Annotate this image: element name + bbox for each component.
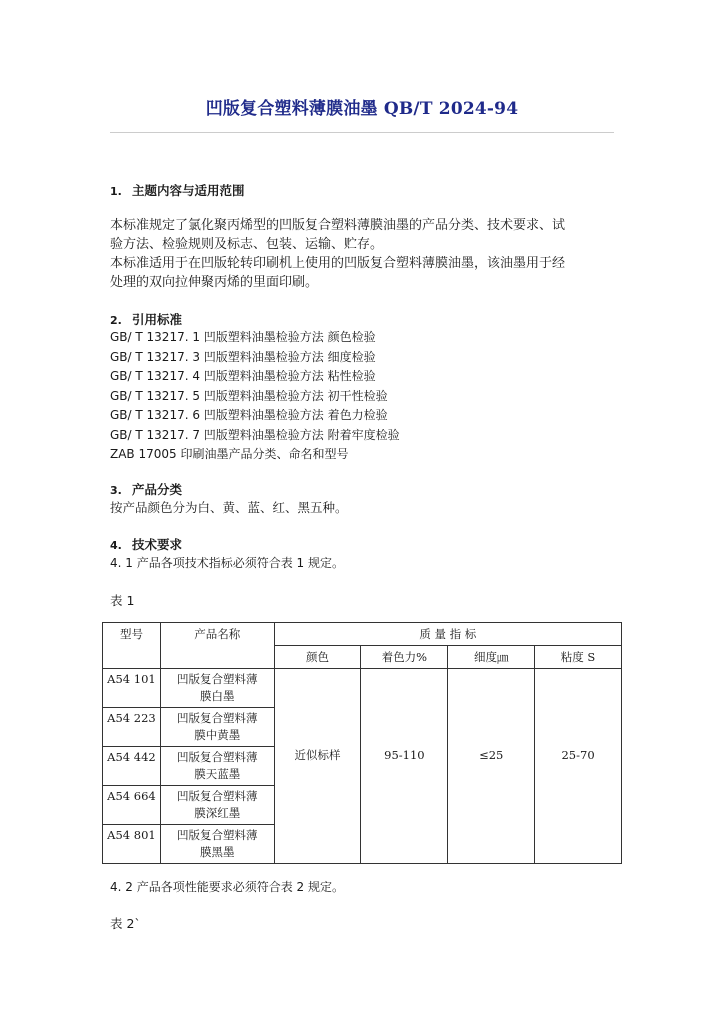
header-quality: 质 量 指 标 (274, 623, 621, 646)
table-header-row-1 (103, 623, 622, 646)
cell-model: A54 442 (103, 747, 161, 786)
document-title: 凹版复合塑料薄膜油墨 QB/T 2024-94 (205, 99, 519, 119)
reference-item: GB/ T 13217. 3 凹版塑料油墨检验方法 细度检验 (110, 349, 376, 364)
cell-model: A54 101 (103, 669, 161, 708)
spec-table (102, 622, 622, 864)
cell-viscosity: 25-70 (535, 669, 622, 864)
cell-tinting: 95-110 (361, 669, 448, 864)
title-divider (110, 132, 614, 133)
section-3-heading (110, 480, 182, 498)
table-2-label: 表 2` (110, 916, 141, 931)
section-1-paragraph-1 (110, 216, 622, 254)
section-3-text: 按产品颜色分为白、黄、蓝、红、黑五种。 (110, 500, 348, 515)
section-1-para2-line1: 本标准适用于在凹版轮转印刷机上使用的凹版复合塑料薄膜油墨，该油墨用于经 (110, 256, 566, 271)
item-4-2: 4. 2 产品各项性能要求必须符合表 2 规定。 (110, 880, 344, 894)
reference-item: GB/ T 13217. 5 凹版塑料油墨检验方法 初干性检验 (110, 388, 388, 403)
item-4-1: 4. 1 产品各项技术指标必须符合表 1 规定。 (110, 556, 344, 570)
section-4-title: 技术要求 (132, 537, 183, 552)
section-1-title: 主题内容与适用范围 (132, 183, 245, 198)
cell-color: 近似标样 (274, 669, 361, 864)
section-2-title: 引用标准 (132, 312, 183, 327)
section-3-title: 产品分类 (132, 482, 183, 497)
section-3-number: 3. (110, 484, 122, 497)
header-tinting: 着色力% (361, 646, 448, 669)
section-1-para1-line1: 本标准规定了氯化聚丙烯型的凹版复合塑料薄膜油墨的产品分类、技术要求、试 (110, 218, 566, 233)
cell-name: 凹版复合塑料薄 膜白墨 (160, 669, 274, 708)
header-name: 产品名称 (160, 623, 274, 669)
header-color: 颜色 (274, 646, 361, 669)
reference-item: GB/ T 13217. 4 凹版塑料油墨检验方法 粘性检验 (110, 369, 376, 383)
section-2-number: 2. (110, 314, 122, 327)
table-row (103, 669, 622, 708)
cell-model: A54 223 (103, 708, 161, 747)
section-1-para1-line2: 验方法、检验规则及标志、包装、运输、贮存。 (110, 237, 384, 252)
reference-item: ZAB 17005 印刷油墨产品分类、命名和型号 (110, 447, 349, 461)
section-4-heading (110, 535, 182, 553)
section-1-heading (110, 181, 245, 199)
reference-list (110, 328, 400, 465)
cell-name: 凹版复合塑料薄 膜天蓝墨 (160, 747, 274, 786)
reference-item: GB/ T 13217. 1 凹版塑料油墨检验方法 颜色检验 (110, 330, 376, 344)
reference-item: GB/ T 13217. 7 凹版塑料油墨检验方法 附着牢度检验 (110, 427, 400, 442)
cell-name: 凹版复合塑料薄 膜中黄墨 (160, 708, 274, 747)
cell-name: 凹版复合塑料薄 膜深红墨 (160, 786, 274, 825)
cell-fineness: ≤25 (448, 669, 535, 864)
cell-model: A54 801 (103, 825, 161, 864)
cell-name: 凹版复合塑料薄 膜黑墨 (160, 825, 274, 864)
header-model: 型号 (103, 623, 161, 669)
section-1-para2-line2: 处理的双向拉伸聚丙烯的里面印刷。 (110, 275, 319, 290)
header-viscosity: 粘度 S (535, 646, 622, 669)
section-2-heading (110, 310, 182, 328)
section-1-number: 1. (110, 185, 122, 198)
cell-model: A54 664 (103, 786, 161, 825)
header-fineness: 细度㎛ (448, 646, 535, 669)
reference-item: GB/ T 13217. 6 凹版塑料油墨检验方法 着色力检验 (110, 408, 388, 422)
section-1-paragraph-2 (110, 254, 622, 292)
table-1-label: 表 1 (110, 593, 135, 608)
section-4-number: 4. (110, 539, 122, 552)
